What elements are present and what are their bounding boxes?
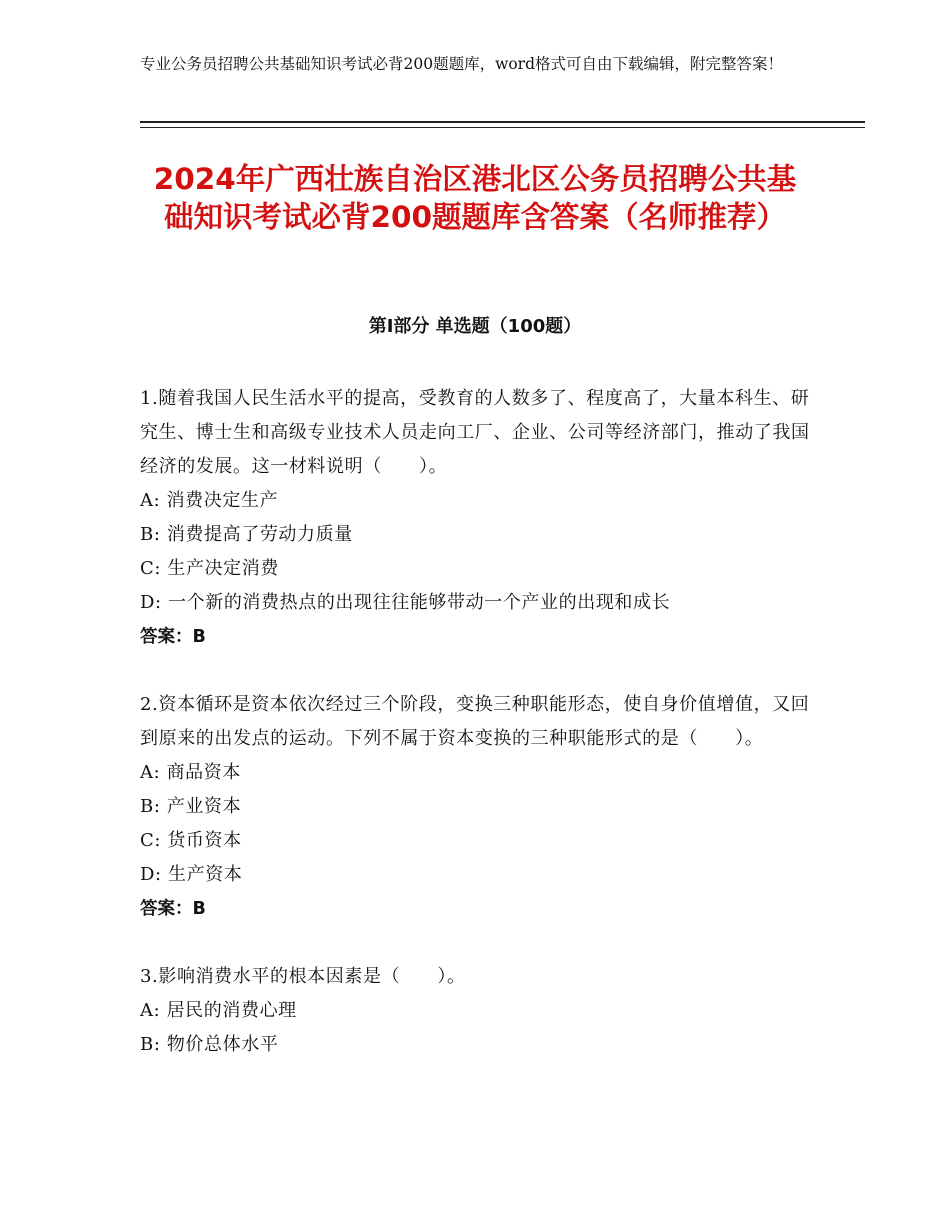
option-b: B: 消费提高了劳动力质量 [140,524,353,545]
document-title: 2024年广西壮族自治区港北区公务员招聘公共基础知识考试必背200题题库含答案（名师推荐） [153,162,797,234]
header-rule-thin [140,127,865,128]
option-d: D: 一个新的消费热点的出现往往能够带动一个产业的出现和成长 [140,592,671,613]
option-a: A: 商品资本 [140,762,241,783]
question-stem: 2.资本循环是资本依次经过三个阶段，变换三种职能形态，使自身价值增值，又回到原来的出发点的运动。下列不属于资本变换的三种职能形式的是（ ）。 [140,694,810,749]
header-note: 专业公务员招聘公共基础知识考试必背200题题库，word格式可自由下载编辑，附完整答案！ [140,55,784,73]
option-b: B: 物价总体水平 [140,1034,279,1055]
question-3 [140,960,810,1062]
header-rule-thick [140,121,865,123]
question-list [140,382,810,1096]
question-stem: 1.随着我国人民生活水平的提高，受教育的人数多了、程度高了，大量本科生、研究生、博士生和高级专业技术人员走向工厂、企业、公司等经济部门，推动了我国经济的发展。这一材料说明（ ）。 [140,388,810,477]
option-a: A: 消费决定生产 [140,490,279,511]
question-1 [140,382,810,654]
question-stem: 3.影响消费水平的根本因素是（ ）。 [140,966,466,987]
option-a: A: 居民的消费心理 [140,1000,297,1021]
option-c: C: 生产决定消费 [140,558,279,579]
option-b: B: 产业资本 [140,796,242,817]
option-d: D: 生产资本 [140,864,243,885]
section-heading: 第Ⅰ部分 单选题（100题） [368,316,582,337]
option-c: C: 货币资本 [140,830,242,851]
answer: 答案：B [140,627,206,647]
question-2 [140,688,810,926]
answer: 答案：B [140,899,206,919]
